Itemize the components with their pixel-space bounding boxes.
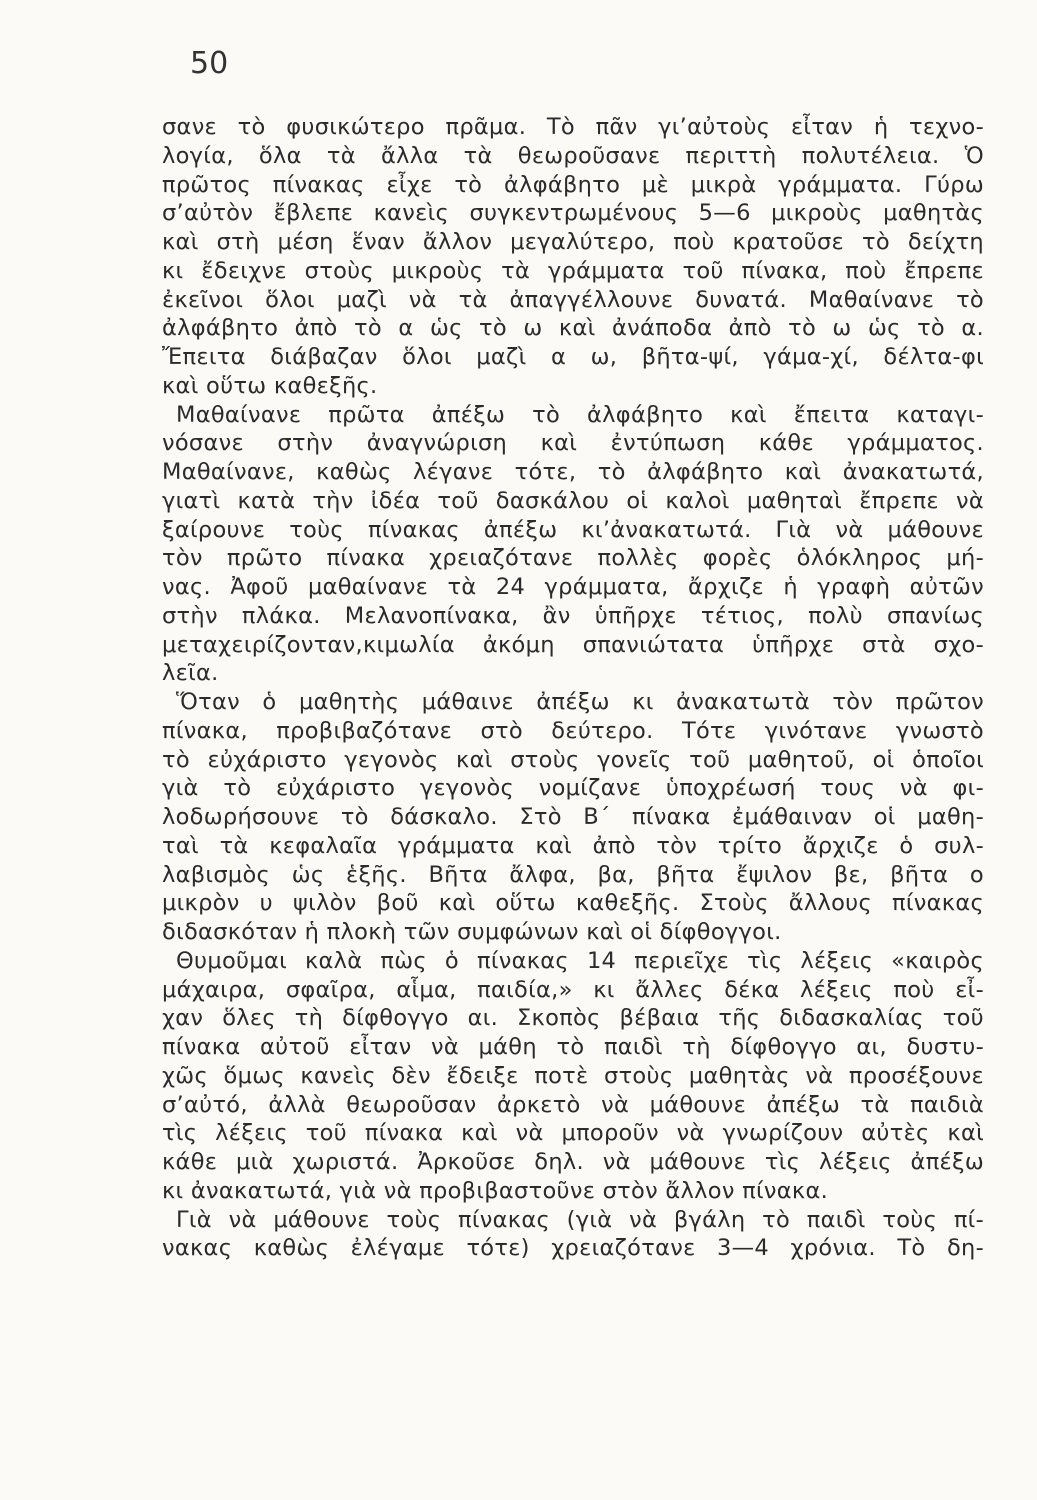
text-line: τὸν πρῶτο πίνακα χρειαζότανε πολλὲς φορὲς ὁλόκληρος μή- [162,545,984,572]
text-line: πίνακα αὐτοῦ εἶταν νὰ μάθη τὸ παιδὶ τὴ δίφθογγο αι, δυστυ- [162,1034,984,1060]
text-line: στὴν πλάκα. Μελανοπίνακα, ἂν ὑπῆρχε τέτιος, πολὺ σπανίως [162,602,984,629]
paragraph [162,113,984,401]
text-line: νας. Ἀφοῦ μαθαίνανε τὰ 24 γράμματα, ἄρχιζε ἡ γραφὴ αὐτῶν [162,574,984,600]
paragraph [162,1206,984,1264]
text-line: νακας καθὼς ἐλέγαμε τότε) χρειαζότανε 3—4 χρόνια. Τὸ δη- [162,1235,984,1262]
page-number: 50 [190,46,229,81]
text-line: λογία, ὅλα τὰ ἄλλα τὰ θεωροῦσανε περιττὴ πολυτέλεια. Ὁ [162,142,984,169]
text-line: λοδωρήσουνε τὸ δάσκαλο. Στὸ Β΄ πίνακα ἐμάθαιναν οἱ μαθη- [162,804,984,830]
text-line: καὶ οὕτω καθεξῆς. [162,372,378,399]
text-line: γιὰ τὸ εὐχάριστο γεγονὸς νομίζανε ὑποχρέωσή τους νὰ φι- [162,775,984,802]
text-line: ταὶ τὰ κεφαλαῖα γράμματα καὶ ἀπὸ τὸν τρίτο ἄρχιζε ὁ συλ- [162,832,984,859]
text-line: λεῖα. [162,660,219,687]
text-line: σανε τὸ φυσικώτερο πρᾶμα. Τὸ πᾶν γι’αὐτοὺς εἶταν ἡ τεχνο- [162,114,984,140]
text-line: κι ἔδειχνε στοὺς μικροὺς τὰ γράμματα τοῦ πίνακα, ποὺ ἔπρεπε [162,257,984,284]
text-line: καὶ στὴ μέση ἕναν ἄλλον μεγαλύτερο, ποὺ κρατοῦσε τὸ δείχτη [162,229,984,255]
text-line: σ’αὐτό, ἀλλὰ θεωροῦσαν ἀρκετὸ νὰ μάθουνε ἀπέξω τὰ παιδιὰ [162,1091,984,1118]
body-text [162,113,984,1263]
paragraph [162,401,984,689]
text-line: μάχαιρα, σφαῖρα, αἷμα, παιδία,» κι ἄλλες δέκα λέξεις ποὺ εἶ- [162,976,984,1003]
text-line: πίνακα, προβιβαζότανε στὸ δεύτερο. Τότε γινότανε γνωστὸ [162,717,984,744]
text-line: κι ἀνακατωτά, γιὰ νὰ προβιβαστοῦνε στὸν ἄλλον πίνακα. [162,1177,829,1204]
text-line: τὶς λέξεις τοῦ πίνακα καὶ νὰ μποροῦν νὰ γνωρίζουν αὐτὲς καὶ [162,1120,984,1147]
text-line: νόσανε στὴν ἀναγνώριση καὶ ἐντύπωση κάθε γράμματος. [162,430,984,457]
text-line: ἀλφάβητο ἀπὸ τὸ α ὡς τὸ ω καὶ ἀνάποδα ἀπὸ τὸ ω ὡς τὸ α. [162,315,984,342]
text-line: Γιὰ νὰ μάθουνε τοὺς πίνακας (γιὰ νὰ βγάλη τὸ παιδὶ τοὺς πί- [176,1206,984,1233]
text-line: διδασκόταν ἡ πλοκὴ τῶν συμφώνων καὶ οἱ δίφθογγοι. [162,919,782,945]
text-line: πρῶτος πίνακας εἶχε τὸ ἀλφάβητο μὲ μικρὰ γράμματα. Γύρω [162,171,984,198]
text-line: τὸ εὐχάριστο γεγονὸς καὶ στοὺς γονεῖς τοῦ μαθητοῦ, οἱ ὁποῖοι [162,746,984,773]
text-line: Ἔπειτα διάβαζαν ὅλοι μαζὶ α ω, βῆτα-ψί, γάμα-χί, δέλτα-φι [162,344,984,370]
text-line: Μαθαίνανε, καθὼς λέγανε τότε, τὸ ἀλφάβητο καὶ ἀνακατωτά, [162,459,984,485]
text-line: Ὅταν ὁ μαθητὴς μάθαινε ἀπέξω κι ἀνακατωτὰ τὸν πρῶτον [176,689,984,715]
text-line: μικρὸν υ ψιλὸν βοῦ καὶ οὕτω καθεξῆς. Στοὺς ἄλλους πίνακας [162,890,984,917]
paragraph [162,688,984,947]
text-line: μεταχειρίζονταν,κιμωλία ἀκόμη σπανιώτατα ὑπῆρχε στὰ σχο- [162,631,984,658]
text-line: ξαίρουνε τοὺς πίνακας ἀπέξω κι’ἀνακατωτά. Γιὰ νὰ μάθουνε [162,516,984,543]
paragraph [162,947,984,1206]
text-line: χαν ὅλες τὴ δίφθογγο αι. Σκοπὸς βέβαια τῆς διδασκαλίας τοῦ [162,1005,984,1032]
text-line: Θυμοῦμαι καλὰ πὼς ὁ πίνακας 14 περιεῖχε τὶς λέξεις «καιρὸς [176,947,984,974]
text-line: λαβισμὸς ὡς ἑξῆς. Βῆτα ἄλφα, βα, βῆτα ἔψιλον βε, βῆτα ο [162,861,984,888]
text-line: Μαθαίνανε πρῶτα ἀπέξω τὸ ἀλφάβητο καὶ ἔπειτα καταγι- [176,401,984,428]
text-line: σ’αὐτὸν ἔβλεπε κανεὶς συγκεντρωμένους 5—6 μικροὺς μαθητὰς [162,200,984,227]
text-line: ἐκεῖνοι ὅλοι μαζὶ νὰ τὰ ἀπαγγέλλουνε δυνατά. Μαθαίνανε τὸ [162,286,984,313]
text-line: χῶς ὅμως κανεὶς δὲν ἔδειξε ποτὲ στοὺς μαθητὰς νὰ προσέξουνε [162,1062,984,1089]
text-line: γιατὶ κατὰ τὴν ἰδέα τοῦ δασκάλου οἱ καλοὶ μαθηταὶ ἔπρεπε νὰ [162,487,984,514]
text-line: κάθε μιὰ χωριστά. Ἀρκοῦσε δηλ. νὰ μάθουνε τὶς λέξεις ἀπέξω [162,1149,984,1175]
